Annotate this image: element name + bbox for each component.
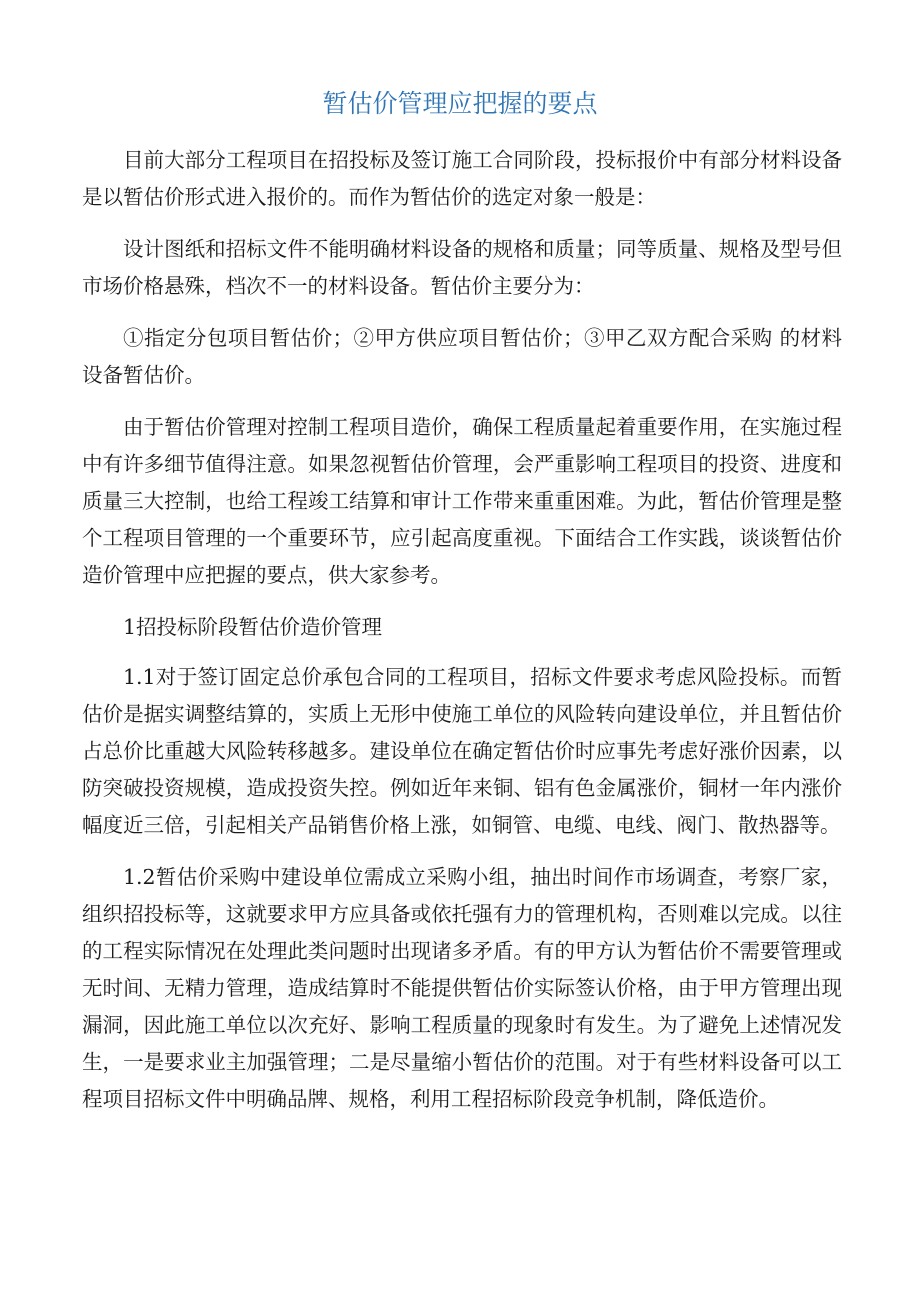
- paragraph-categories: ①指定分包项目暂估价；②甲方供应项目暂估价；③甲乙双方配合采购 的材料设备暂估价。: [82, 326, 842, 387]
- paragraph-intro: 目前大部分工程项目在招投标及签订施工合同阶段，投标报价中有部分材料设备是以暂估价形式进入报价的。而作为暂估价的选定对象一般是：: [82, 148, 842, 209]
- document-title: 暂估价管理应把握的要点: [322, 89, 598, 118]
- document-body: [82, 142, 842, 1133]
- paragraph-section-1-1: 1.1对于签订固定总价承包合同的工程项目，招标文件要求考虑风险投标。而暂估价是据实调整结算的，实质上无形中使施工单位的风险转向建设单位，并且暂估价占总价比重越大风险转移越多。建设单位在确定暂估价时应事先考虑好涨价因素，以防突破投资规模，造成投资失控。例如近年来铜、铝有色金属涨价，铜材一年内涨价幅度近三倍，引起相关产品销售价格上涨，如铜管、电缆、电线、阀门、散热器等。: [82, 665, 842, 837]
- paragraph-importance: 由于暂估价管理对控制工程项目造价，确保工程质量起着重要作用，在实施过程中有许多细节值得注意。如果忽视暂估价管理，会严重影响工程项目的投资、进度和质量三大控制，也给工程竣工结算和审计工作带来重重困难。为此，暂估价管理是整个工程项目管理的一个重要环节，应引起高度重视。下面结合工作实践，谈谈暂估价造价管理中应把握的要点，供大家参考。: [82, 415, 842, 587]
- paragraph-selection-criteria: 设计图纸和招标文件不能明确材料设备的规格和质量；同等质量、规格及型号但市场价格悬殊，档次不一的材料设备。暂估价主要分为：: [82, 237, 842, 298]
- paragraph-section-1-2: 1.2暂估价采购中建设单位需成立采购小组，抽出时间作市场调查，考察厂家，组织招投标等，这就要求甲方应具备或依托强有力的管理机构，否则难以完成。以往的工程实际情况在处理此类问题时出现诸多矛盾。有的甲方认为暂估价不需要管理或无时间、无精力管理，造成结算时不能提供暂估价实际签认价格，由于甲方管理出现漏洞，因此施工单位以次充好、影响工程质量的现象时有发生。为了避免上述情况发生，一是要求业主加强管理；二是尽量缩小暂估价的范围。对于有些材料设备可以工程项目招标文件中明确品牌、规格，利用工程招标阶段竞争机制，降低造价。: [82, 865, 842, 1111]
- section-heading-bidding-stage: 1招投标阶段暂估价造价管理: [123, 615, 383, 639]
